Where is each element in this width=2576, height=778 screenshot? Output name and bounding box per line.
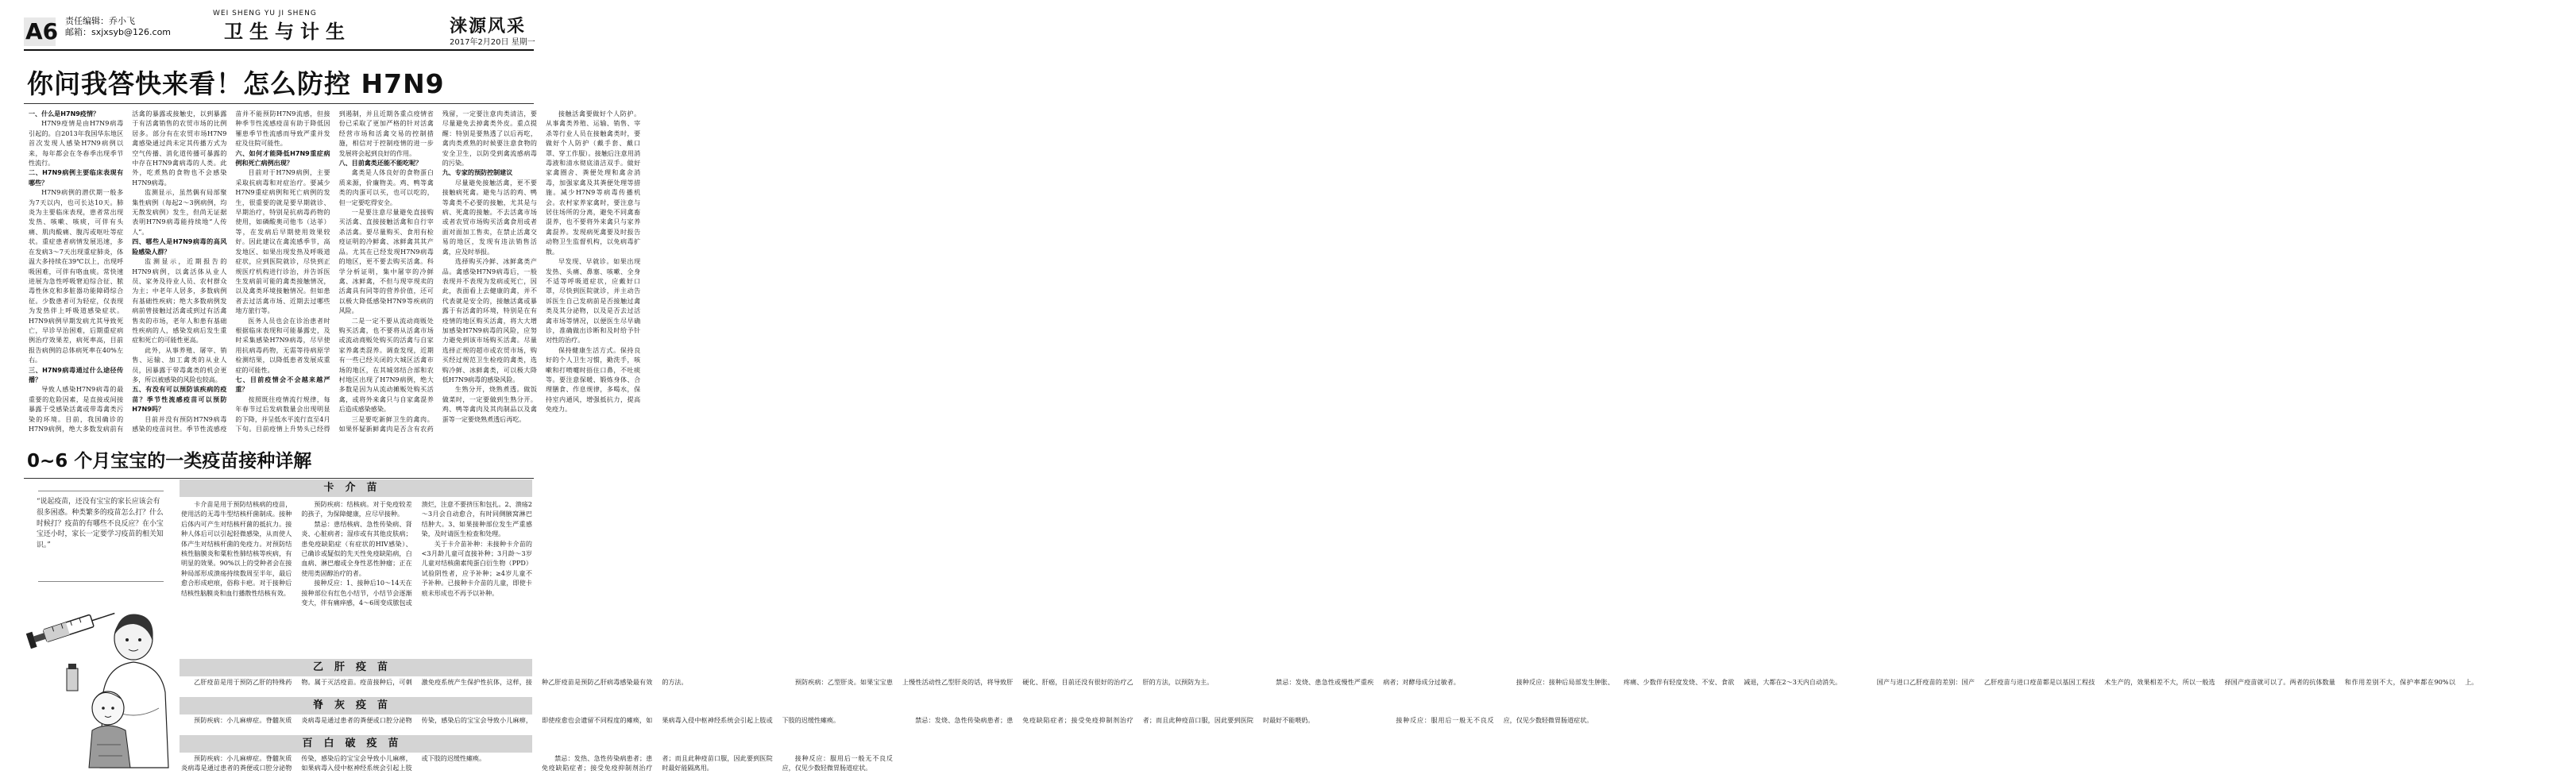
body-paragraph: 医务人员也会在诊治患者时根据临床表现和可能暴露史，及时采集感染H7N9病毒，尽早使用抗病毒药物，无需等待病原学检测结果，以降低患者发展成重症的可能性。	[235, 317, 330, 374]
article1-body	[29, 110, 641, 435]
section-number: A6	[25, 18, 59, 44]
vaccine-paragraph: 禁忌：患结核病、急性传染病、肾炎、心脏病者；湿疹或有其他皮肤病；患免疫缺陷症（有症状的HIV感染）、已确诊或疑似的先天性免疫缺陷病，白血病、淋巴瘤或全身性恶性肿瘤；正在使用类固醇治疗的者。	[301, 520, 412, 577]
vaccine-paragraph: 预防疾病：结核病。对于免疫较差的孩子，为保障健康，应尽早接种。	[301, 501, 412, 518]
question-heading: 四、哪些人是H7N9病毒的高风险感染人群？	[132, 238, 227, 256]
article2-rule	[24, 478, 534, 479]
body-paragraph: 目前对于H7N9病例，主要采取抗病毒和对症治疗。要减少H7N9重症病例和死亡病例的发生，很重要的就是要早期就诊、早期治疗，特别是抗病毒药物的使用，如磷酸奥司他韦（达菲）等，在发病后早期使用效果较好。因此建议在禽流感季节，高发地区、如果出现发热及呼吸道症状，应到医院就诊，尽快到正规医疗机构进行诊治，并告诉医生发病前可能的禽类接触情况，以及禽类环境接触情况。但如患者去过活禽市场、近期去过哪些地方旅行等。	[235, 169, 330, 315]
masthead	[0, 0, 556, 51]
question-heading: 一、什么是H7N9疫情？	[29, 110, 100, 117]
section-body-dtp	[181, 754, 893, 776]
body-paragraph: 选择购买冷鲜、冰鲜禽类产品。禽感染H7N9病毒后，一般表现并不表现为发病或死亡，因此，表面看上去健康的禽，并不代表就是安全的，接触活禽或暴露于有活禽的环境，特别是在有疫情的地区购买活禽，将大大增加感染H7N9病毒的风险，应努力避免到该市场购买活禽。尽量选择正规的超市或农贸市场，购买经过规范卫生检疫的禽类，选购冷鲜、冰鲜禽类，可以极大降低H7N9病毒的感染风险。	[442, 258, 537, 383]
vaccine-paragraph: 卡介苗是用于预防结核病的疫苗，使用活的无毒牛型结核杆菌制成。接种后体内可产生对结核杆菌的抵抗力。接种人体后可以引起轻微感染，从而使人体产生对结核杆菌的免疫力。对预防结核性脑膜炎和粟粒性肺结核等疾病，有明显的效果。90%以上的受种者会在接种局部形成溃疡持续数周至半年，最后愈合形成疤痕，俗称卡疤。对于接种后结核性脑膜炎和血行播散性结核有效。	[181, 501, 292, 597]
mother-baby-syringe-icon	[32, 589, 173, 768]
pull-quote: “说起疫苗，还没有宝宝的家长应该会有很多困惑。种类繁多的疫苗怎么打？什么时候打？疫苗的有哪些不良反应？在小宝宝还小时，家长一定要学习疫苗的相关知识。”	[37, 498, 164, 550]
question-heading: 七、目前疫情会不会越来越严重？	[235, 376, 330, 394]
section-body-bcg	[181, 500, 532, 648]
vaccine-paragraph: 接种反应：1、接种后10～14天在接种部位有红色小结节，小结节会逐渐变大，伴有痛痒感，4～6周变成脓包或溃烂，注意不要挤压和包扎。2、溃疡2～3月会自动愈合，有时同侧腋窝淋巴结肿大。3、如果接种部位发生严重感染，及时请医生检查和处理。	[301, 501, 532, 607]
section-header-dtp: 百白破疫苗	[180, 735, 532, 753]
vaccination-illustration	[32, 589, 173, 768]
column-pinyin: WEI SHENG YU JI SHENG	[213, 10, 317, 17]
body-paragraph: 一是要注意尽量避免直接购买活禽、直接接触活禽和自行宰杀活禽。要尽量购买、食用有检疫证明的冷鲜禽、冰鲜禽其其产品。尤其在已经发现H7N9病毒的地区，更不要去购买活禽。科学分析证明，集中屠宰的冷鲜禽、冰鲜禽，不但与现宰现卖的活禽具有同等的营养价值，还可以极大降低感染H7N9等疾病的风险。	[338, 209, 434, 315]
editor-info	[65, 16, 171, 38]
question-heading: 五、有没有可以预防该疾病的疫苗？季节性流感疫苗可以预防H7N9吗？	[132, 386, 227, 414]
column-title: 卫生与计生	[224, 20, 351, 43]
body-paragraph: 导致人感染H7N9病毒的最重要的危险因素，是直接或间接暴露于受感染活禽或带毒禽类污染的环境。目前，我国确诊的H7N9病例，绝大多数发病前有活禽的暴露或接触史，以到暴露于有活禽销售的农贸市场的比例居多。部分有在农贸市场H7N9禽感染通过尚未定其传播方式为空气传播、消化道传播可暴露的中存在H7N9禽病毒的人类。此外，吃煮熟的食物也不会感染H7N9病毒。	[29, 110, 227, 433]
body-paragraph: 接触活禽要做好个人防护。从事禽类养殖、运输、销售、宰杀等行业人员在接触禽类时，要做好个人防护（戴手套、戴口罩、穿工作服）。接触后注意用消毒液和清水彻底清洁双手。做好家禽圈舍、粪便处理和禽舍消毒，加强家禽及其粪便处理等措施。减少H7N9等病毒传播机会。农村家养家禽时，要注意与居住场所的分离，避免不同禽畜混养，也不要将外来禽只与家养禽混养。发现病死禽要及时报告动物卫生监督机构，以免病毒扩散。	[545, 110, 641, 256]
body-paragraph: 监测显示，虽然偶有局部聚集性病例（每起2～3例病例，均无散发病例）发生，但尚无证据表明H7N9病毒能持续地“人传人”。	[132, 189, 227, 236]
vaccine-paragraph: 接种反应：服用后一般无不良反应，仅见少数轻微胃肠道症状。	[782, 755, 893, 772]
vaccine-paragraph: 接种反应：接种后局部发生肿胀、疼痛、少数伴有轻度发烧、不安、食欲减退，大都在2～3天内自动消失。	[1516, 679, 1842, 686]
vaccine-paragraph: 国产与进口乙肝疫苗的差别：国产乙肝疫苗与进口疫苗都是以基因工程技术生产的，效果相差不大，所以一般选择国产疫苗就可以了。两者的抗体数量和作用差别不大，保护率都在90%以上。	[1876, 679, 2478, 686]
body-paragraph: 此外，从事养殖、屠宰、销售、运输、加工禽类的从业人员，因暴露于带毒禽类的机会更多，所以被感染的风险也较高。	[132, 346, 227, 383]
vaccine-paragraph: 预防疾病：乙型肝炎。如果宝宝患上慢性活动性乙型肝炎的话，将导致肝硬化、肝癌，目前还没有很好的治疗乙肝的方法，以预防为主。	[794, 679, 1214, 686]
vaccine-paragraph: 乙肝疫苗是用于预防乙肝的特殊药物。属于灭活疫苗。疫苗接种后，可刺激免疫系统产生保护性抗体，这样，接种乙肝疫苗是预防乙肝病毒感染最有效的方法。	[194, 679, 688, 686]
newspaper-name: 涞源风采	[450, 16, 527, 37]
section-header-hepb: 乙肝疫苗	[180, 659, 532, 676]
quote-rule-bottom	[38, 581, 164, 582]
question-heading: 三、H7N9病毒通过什么途径传播？	[29, 366, 124, 383]
question-heading: 六、如何才能降低H7N9重症病例和死亡病例出现？	[235, 149, 330, 168]
question-heading: 二、H7N9病例主要临床表现有哪些？	[29, 169, 124, 187]
article1-rule	[24, 103, 534, 104]
body-paragraph: 二是一定不要从流动商贩处购买活禽，也不要将从活禽市场或流动商贩处购买的活禽与自家家养禽类混养。调查发现，近期有一些已经关闭的大城区活禽市场的地区，在其城郊结合部和农村地区出现了H7N9病例，绝大多数是因为从流动摊贩处购买活禽，或将外来禽只与自家禽混养后造成感染感染。	[338, 317, 434, 414]
body-paragraph: 三是要吃新鲜卫生的禽肉。如果怀疑新鲜禽肉是否含有农药残留，一定要注意肉类清洁，要尽量避免去掉禽类外皮。重点提醒：特别是要熟透了以后再吃，禽肉类煮熟的时候要注意食物的安全卫生，以防受到禽流感病毒的污染。	[338, 110, 537, 433]
body-paragraph: 禽类是人体良好的食物蛋白质来源，价廉物美。鸡、鸭等禽类的肉蛋可以买，也可以吃的，但一定要吃得安全。	[338, 169, 434, 206]
body-paragraph: 按照既往疫情流行规律，每年春节过后发病数量会出现明显的下降，并呈低水平流行直至4月下旬。目前疫情上升势头已经得到遏制，并且近期各重点疫情省份已采取了更加严格的针对活禽经营市场和活禽交易的控制措施，相信对于控制疫情的进一步发展将会起到良好的作用。	[235, 110, 434, 433]
question-heading: 八、目前禽类还能不能吃呢？	[338, 160, 423, 168]
body-paragraph: 早发现、早就诊。如果出现发热、头痛、鼻塞、咳嗽、全身不适等呼吸道症状，应戴好口罩，尽快到医院就诊，并主动告诉医生自己发病前是否接触过禽类及其分泌物，以及是否去过活禽市场等情况，以便医生尽早确诊，准确做出诊断和及时给予针对性的治疗。	[545, 258, 641, 345]
body-paragraph: H7N9疫情是由H7N9病毒引起的。自2013年我国华东地区首次发现人感染H7N9病例以来，每年都会在冬春季出现季节性流行。	[29, 120, 124, 168]
question-heading: 九、专家的预防控制建议	[442, 169, 513, 177]
issue-date: 2017年2月20日 星期一	[450, 38, 535, 47]
masthead-rule	[24, 49, 534, 51]
vaccine-paragraph: 接种反应：服用后一般无不良反应，仅见少数轻微胃肠道症状。	[1396, 717, 1593, 724]
vaccine-paragraph: 预防疾病：小儿麻痹症。脊髓灰质炎病毒是通过患者的粪便或口腔分泌物传染，感染后的宝宝会导致小儿麻痹，即使痊愈也会遗留不同程度的瘫痪，如果病毒入侵中枢神经系统会引起上肢或下肢的迟缓性瘫痪。	[194, 717, 840, 724]
body-paragraph: 尽量避免接触活禽，更不要接触病死禽。避免与活的鸡、鸭等禽类不必要的接触，尤其是与病、死禽的接触。不去活禽市场或者农贸市场购买活禽食用或者面对面加工售卖，在禁止活禽交易的地区，发现有违法销售活禽，应及时举报。	[442, 179, 537, 256]
section-body-polio	[181, 716, 1593, 735]
body-paragraph: 监测显示，近期报告的H7N9病例，以禽活体从业人员、家务及待业人员、农村群众为主；中老年人居多，多数病例有基础性疾病；绝大多数病例发病前曾接触过活禽或到过有活禽售卖的市场，老年人和患有基础性疾病的人，感染发病后发生重症和死亡的可能性更高。	[132, 258, 227, 345]
section-header-bcg: 卡介苗	[180, 480, 532, 497]
body-paragraph: 生熟分开，烧熟煮透。做饭做菜时，一定要做到生熟分开。鸡、鸭等禽肉及其肉制品以及禽蛋等一定要烧熟煮透后再吃。	[442, 386, 537, 423]
section-header-polio: 脊灰疫苗	[180, 697, 532, 714]
editor-name: 责任编辑：乔小飞	[65, 16, 135, 26]
vaccine-paragraph: 禁忌：发热、急性传染病患者；患免疫缺陷症者；接受免疫抑制剂治疗者；而且此种疫苗口服，因此要到医院时最好能隔离用。	[541, 755, 773, 772]
section-body-hepb	[181, 678, 2478, 697]
body-paragraph: 目前并没有预防H7N9病毒感染的疫苗问世。季节性流感疫苗并不能预防H7N9流感，但接种季节性流感疫苗有助于降低因罹患季节性流感而导致严重并发症及住院可能性。	[132, 110, 330, 433]
article2-headline: 0~6 个月宝宝的一类疫苗接种详解	[27, 451, 312, 472]
body-paragraph: H7N9病例的潜伏期一般多为7天以内，也可长达10天。肺炎为主要临床表现，患者常出现发热、咳嗽、咳痰，可伴有头痛、肌肉酸痛、腹泻或呕吐等症状。重症患者病情发展迅速，多在发病3～7天出现重症肺炎，体温大多持续在39℃以上，出现呼吸困难，可伴有咯血痰。常快速进展为急性呼吸窘迫综合征、脓毒性休克和多脏器功能障碍综合征。少数患者可为轻症，仅表现为发热伴上呼吸道感染症状。H7N9病例早期发病尤其导致死亡，早诊早治困难，后期重症病例治疗效果差，病死率高，目前报告病例的总体病死率在40%左右。	[29, 189, 124, 364]
vaccine-paragraph: 关于卡介苗补种：未接种卡介苗的<3月龄儿童可直接补种；3月龄～3岁儿童对结核菌素纯蛋白衍生物（PPD）试验阴性者，应予补种；≥4岁儿童不予补种。已接种卡介苗的儿童，即使卡痕未形成也不再予以补种。	[421, 540, 532, 597]
editor-email: 邮箱：sxjxsyb@126.com	[65, 27, 172, 37]
vaccine-paragraph: 预防疾病：小儿麻痹症。脊髓灰质炎病毒是通过患者的粪便或口腔分泌物传染，感染后的宝宝会导致小儿麻痹，如果病毒入侵中枢神经系统会引起上肢或下肢的迟缓性瘫痪。	[181, 755, 486, 772]
article1-headline: 你问我答快来看！怎么防控 H7N9	[27, 68, 445, 99]
body-paragraph: 保持健康生活方式。保持良好的个人卫生习惯，勤洗手，咳嗽和打喷嚏时捂住口鼻，不吐痰等。要注意保暖、锻炼身体、合理膳食、作息规律，多喝水，保持室内通风，增强抵抗力，提高免疫力。	[545, 346, 641, 414]
vaccine-paragraph: 禁忌：发烧、患急性或慢性严重疾病者；对酵母成分过敏者。	[1276, 679, 1460, 686]
vaccine-paragraph: 禁忌：发烧、急性传染病患者；患免疫缺陷症者；接受免疫抑制剂治疗者；而且此种疫苗口服，因此要到医院时最好不能喂奶。	[915, 717, 1315, 724]
